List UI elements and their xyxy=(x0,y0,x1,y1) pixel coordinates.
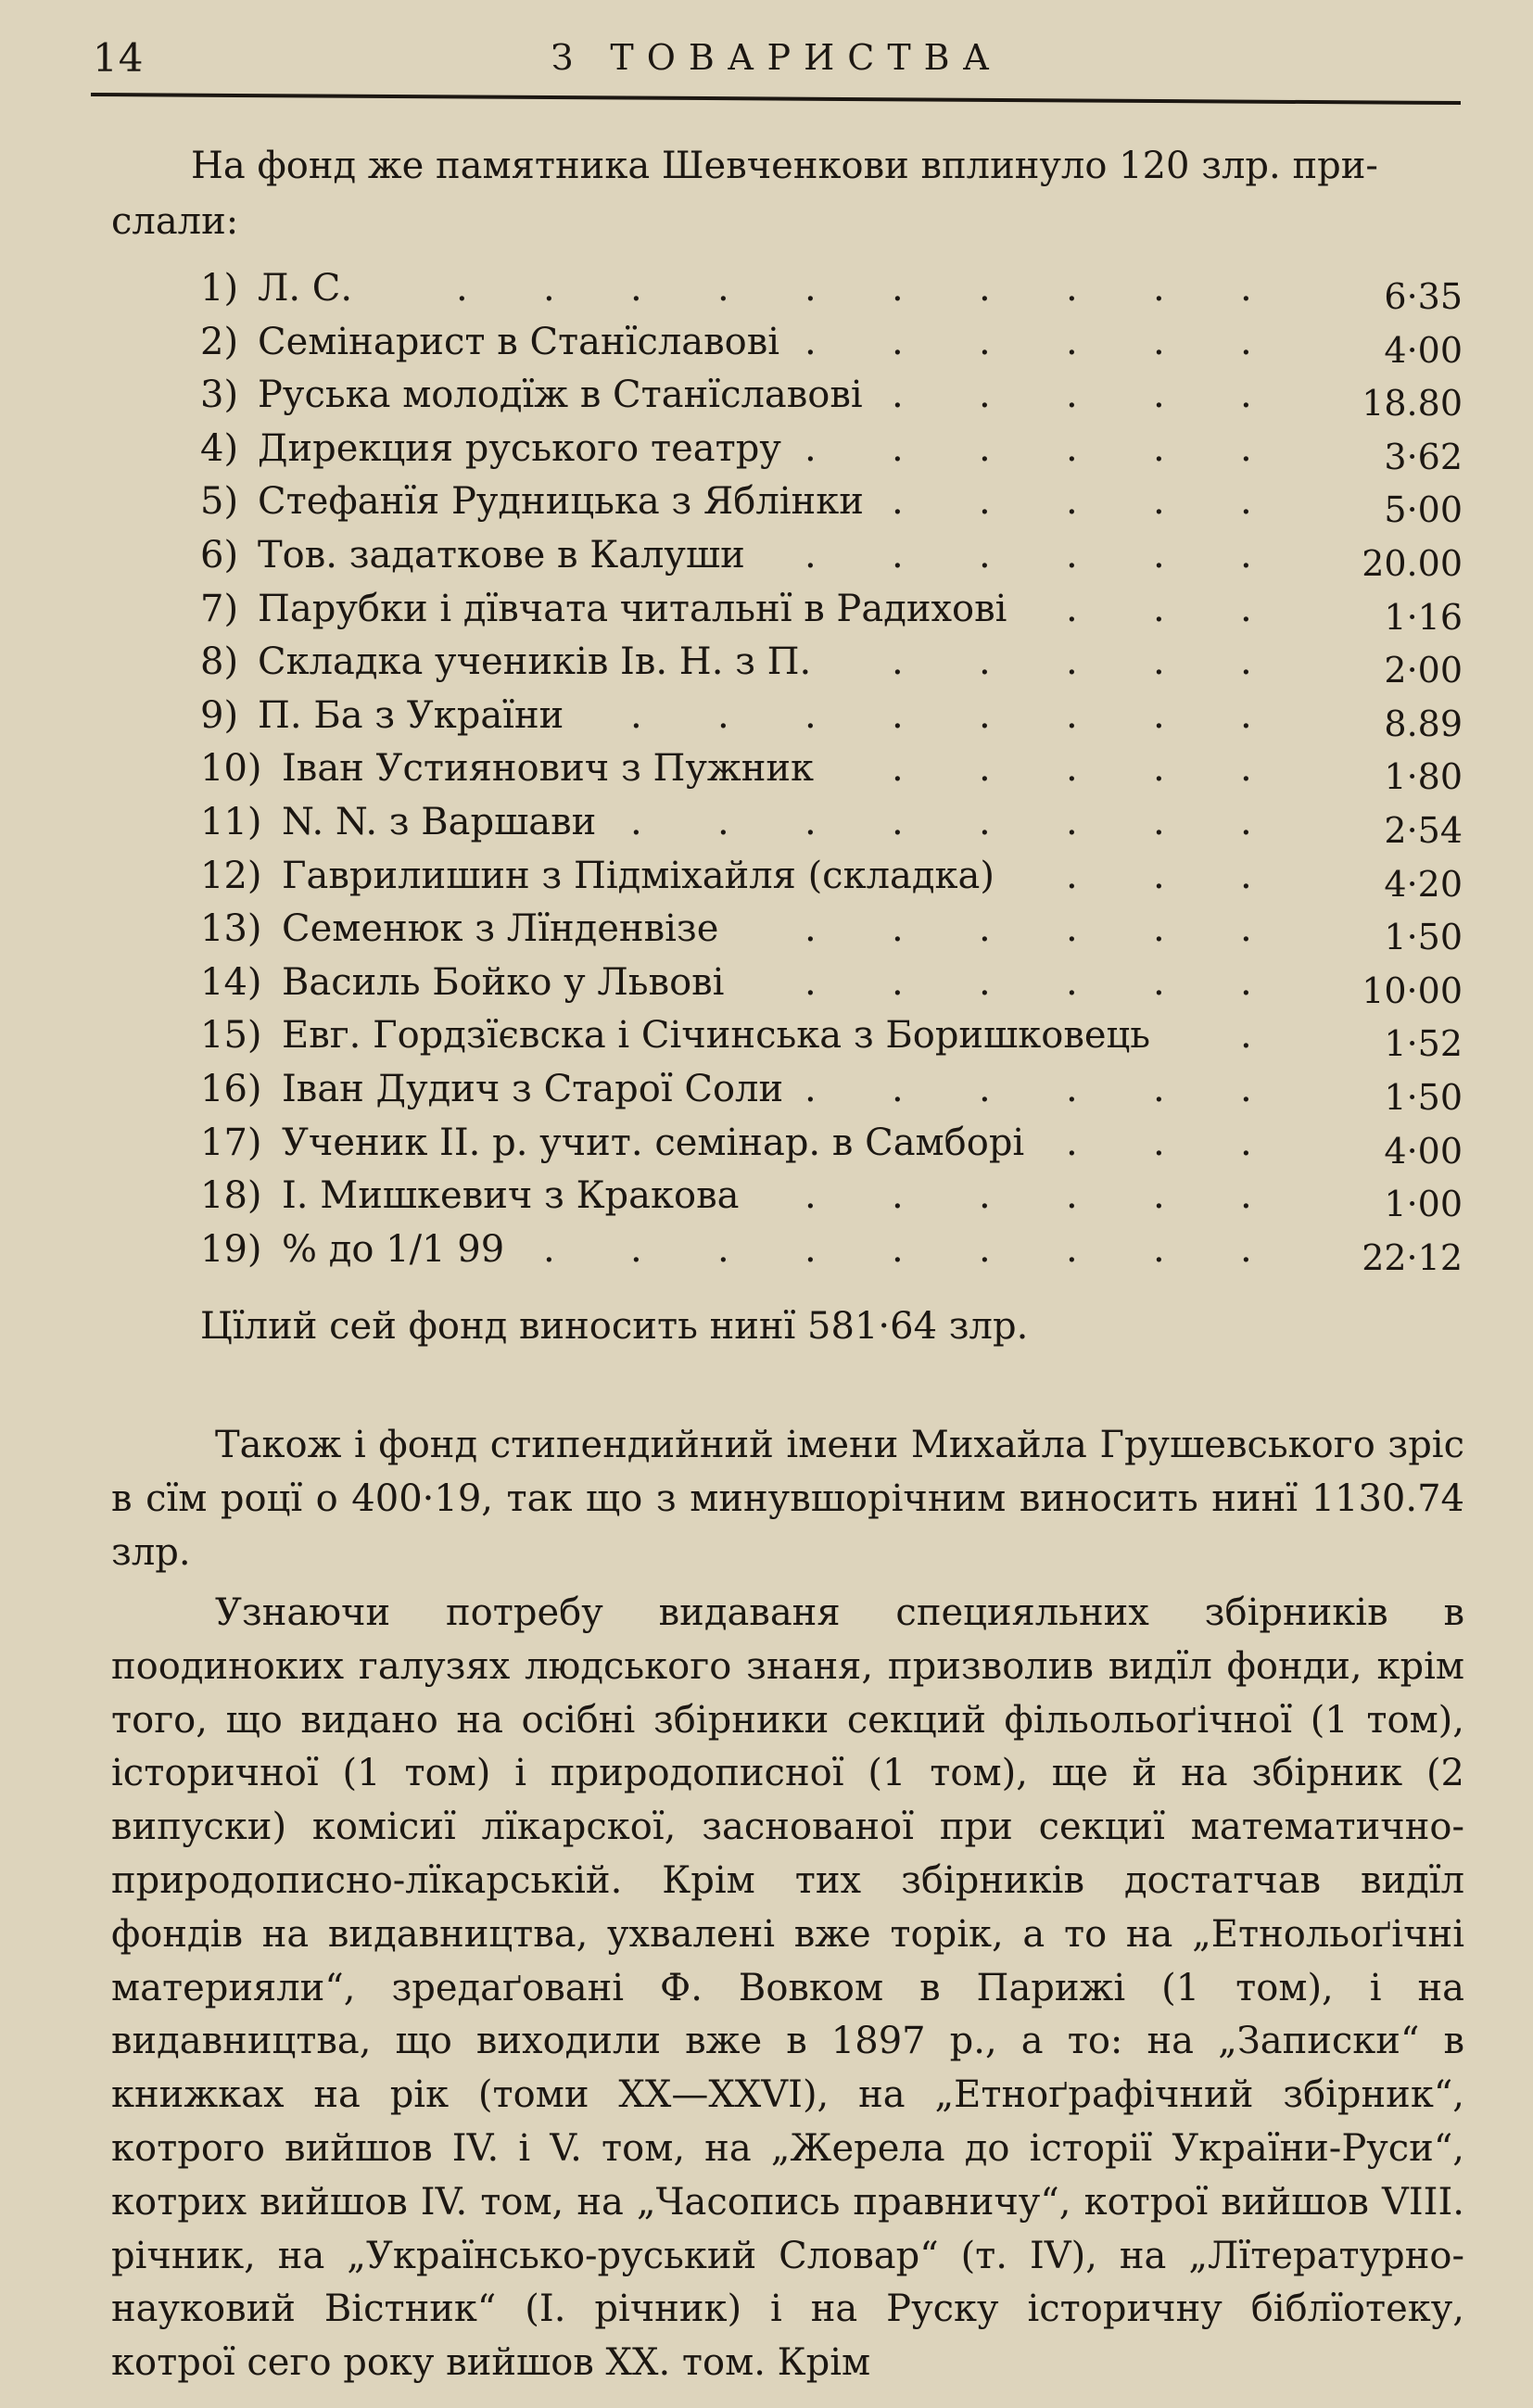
donation-number: 1) xyxy=(200,267,239,310)
donation-number: 17) xyxy=(200,1121,262,1164)
donation-number: 10) xyxy=(200,747,262,791)
donation-amount: 22·12 xyxy=(1362,1236,1463,1278)
donation-row xyxy=(200,855,1463,908)
donation-list xyxy=(200,267,1463,1281)
donation-amount: 6·35 xyxy=(1384,276,1463,317)
donation-donor: Іван Дудич з Старої Соли xyxy=(282,1067,784,1110)
dot-leader: . . . xyxy=(1066,587,1252,630)
dot-leader: . . . . . . . . . . xyxy=(456,267,1252,310)
donation-number: 13) xyxy=(200,907,262,951)
dot-leader: . xyxy=(1240,1014,1252,1058)
donation-row xyxy=(200,907,1463,961)
donation-donor: Василь Бойко у Львові xyxy=(282,960,725,1004)
donation-row xyxy=(200,1014,1463,1068)
donation-donor: Семенюк з Лїнденвізе xyxy=(282,907,719,951)
donation-number: 5) xyxy=(200,480,239,524)
dot-leader: . . . . . . xyxy=(805,1174,1252,1218)
donation-donor: Дирекция руського театру xyxy=(258,426,781,470)
donation-number: 18) xyxy=(200,1174,262,1218)
donation-amount: 3·62 xyxy=(1384,436,1463,477)
donation-donor: Семінарист в Станїславові xyxy=(258,320,780,363)
donation-row xyxy=(200,747,1463,801)
running-title: З ТОВАРИСТВА xyxy=(551,37,1003,78)
donation-amount: 1·50 xyxy=(1384,1076,1463,1118)
donation-amount: 5·00 xyxy=(1384,489,1463,531)
donation-donor: Парубки і дївчата читальнї в Радихові xyxy=(258,587,1007,630)
dot-leader: . . . . . xyxy=(892,640,1252,684)
donation-donor: Тов. задаткове в Калуши xyxy=(258,533,745,577)
donation-row xyxy=(200,961,1463,1015)
dot-leader: . . . . . xyxy=(892,747,1252,791)
donation-donor: Евг. Гордзїєвска і Січинська з Боришковець xyxy=(282,1014,1151,1058)
donation-donor: Іван Устиянович з Пужник xyxy=(282,747,815,791)
donation-number: 2) xyxy=(200,320,239,363)
dot-leader: . . . . . . xyxy=(805,533,1252,577)
donation-row xyxy=(200,374,1463,427)
donation-donor: Руська молодїж в Станїславові xyxy=(258,374,863,417)
donation-donor: Л. С. xyxy=(258,267,353,310)
donation-row xyxy=(200,694,1463,748)
dot-leader: . . . xyxy=(1066,1121,1252,1164)
donation-number: 8) xyxy=(200,640,239,684)
donation-amount: 1·80 xyxy=(1384,756,1463,798)
donation-amount: 1·50 xyxy=(1384,917,1463,958)
donation-amount: 18.80 xyxy=(1362,383,1463,425)
donation-donor: Гаврилишин з Підміхайля (складка) xyxy=(282,854,995,897)
dot-leader: . . . . . . . . . xyxy=(543,1227,1252,1271)
fund-total: Цїлий сей фонд виносить нинї 581·64 злр. xyxy=(200,1305,1029,1348)
donation-number: 15) xyxy=(200,1014,262,1058)
donation-amount: 4·20 xyxy=(1384,863,1463,905)
dot-leader: . . . . . xyxy=(892,480,1252,524)
dot-leader: . . . . . . xyxy=(805,1067,1252,1110)
donation-row xyxy=(200,480,1463,534)
page-number: 14 xyxy=(93,35,145,81)
dot-leader: . . . . . . xyxy=(805,960,1252,1004)
paragraph-scholarship-fund: Також і фонд стипендийний імени Михайла Грушевського зріс в сїм роцї о 400·19, так що з минувшорічним виносить нинї 1130.74 злр. xyxy=(111,1424,1464,1574)
donation-amount: 1·00 xyxy=(1384,1184,1463,1225)
donation-amount: 8.89 xyxy=(1384,703,1463,744)
donation-donor: Стефанїя Рудницька з Яблінки xyxy=(258,480,864,524)
paragraph-publications: Узнаючи потребу видаваня специяльних збірників в поодиноких галузях людського знаня, призволив видїл фонди, крім того, що видано на осібні збірники секций фільольоґічної (1 том), історичної (1 том) і природописної (1 том), ще й на збірник (2 випуски) комісиї лїкарскої, заснованої при секциї математично-природописно-лїкарській. Крім тих збірників достатчав видїл фондів на видавництва, ухвалені вже торік, а то на „Етнольоґічні материяли“, зредаґовані Ф. Вовком в Парижі (1 том), і на видавництва, що виходили вже в 1897 р., а то: на „Записки“ в книжках на рік (томи XX—XXVI), на „Етноґрафічний збірник“, котрого вийшов IV. і V. том, на „Жерела до історії України-Руси“, котрих вийшов IV. том, на „Часопись правничу“, котрої вийшов VIII. річник, на „Українсько-руський Словар“ (т. IV), на „Лїтературно-науковий Вістник“ (I. річник) і на Руску історичну біблїотеку, котрої сего року вийшов XX. том. Крім xyxy=(111,1591,1464,2385)
donation-row xyxy=(200,267,1463,321)
dot-leader: . . . . . . xyxy=(805,426,1252,470)
donation-row xyxy=(200,640,1463,694)
donation-number: 6) xyxy=(200,533,239,577)
page-header xyxy=(91,28,1463,95)
dot-leader: . . . . . . xyxy=(805,320,1252,363)
donation-donor: І. Мишкевич з Кракова xyxy=(282,1174,740,1218)
donation-row xyxy=(200,534,1463,588)
donation-number: 9) xyxy=(200,693,239,737)
donation-amount: 10·00 xyxy=(1362,970,1463,1011)
dot-leader: . . . . . xyxy=(892,374,1252,417)
donation-amount: 20.00 xyxy=(1362,542,1463,584)
donation-row xyxy=(200,321,1463,374)
donation-donor: % до 1/1 99 xyxy=(282,1227,505,1271)
donation-number: 19) xyxy=(200,1227,262,1271)
donation-row xyxy=(200,1174,1463,1228)
donation-number: 14) xyxy=(200,960,262,1004)
donation-number: 7) xyxy=(200,587,239,630)
donation-donor: Складка учеників Ів. Н. з П. xyxy=(258,640,812,684)
donation-donor: П. Ба з України xyxy=(258,693,564,737)
dot-leader: . . . . . . . . xyxy=(630,693,1252,737)
donation-amount: 2·00 xyxy=(1384,650,1463,691)
donation-number: 3) xyxy=(200,374,239,417)
dot-leader: . . . . . . xyxy=(805,907,1252,951)
donation-number: 4) xyxy=(200,426,239,470)
donation-amount: 4·00 xyxy=(1384,329,1463,371)
donation-number: 11) xyxy=(200,800,262,843)
donation-row xyxy=(200,588,1463,641)
donation-row xyxy=(200,801,1463,855)
donation-amount: 2·54 xyxy=(1384,809,1463,851)
donation-number: 12) xyxy=(200,854,262,897)
dot-leader: . . . . . . . . xyxy=(630,800,1252,843)
donation-row xyxy=(200,1122,1463,1175)
donation-amount: 1·52 xyxy=(1384,1023,1463,1065)
donation-row xyxy=(200,1068,1463,1122)
donation-donor: Ученик II. р. учит. семінар. в Самборі xyxy=(282,1121,1025,1164)
donation-row xyxy=(200,427,1463,481)
dot-leader: . . . xyxy=(1066,854,1252,897)
donation-number: 16) xyxy=(200,1067,262,1110)
intro-line-continued: слали: xyxy=(111,200,239,243)
donation-amount: 4·00 xyxy=(1384,1130,1463,1172)
donation-amount: 1·16 xyxy=(1384,596,1463,638)
donation-row xyxy=(200,1228,1463,1282)
donation-donor: N. N. з Варшави xyxy=(282,800,597,843)
intro-line: На фонд же памятника Шевченкови вплинуло 120 злр. при- xyxy=(191,145,1378,187)
